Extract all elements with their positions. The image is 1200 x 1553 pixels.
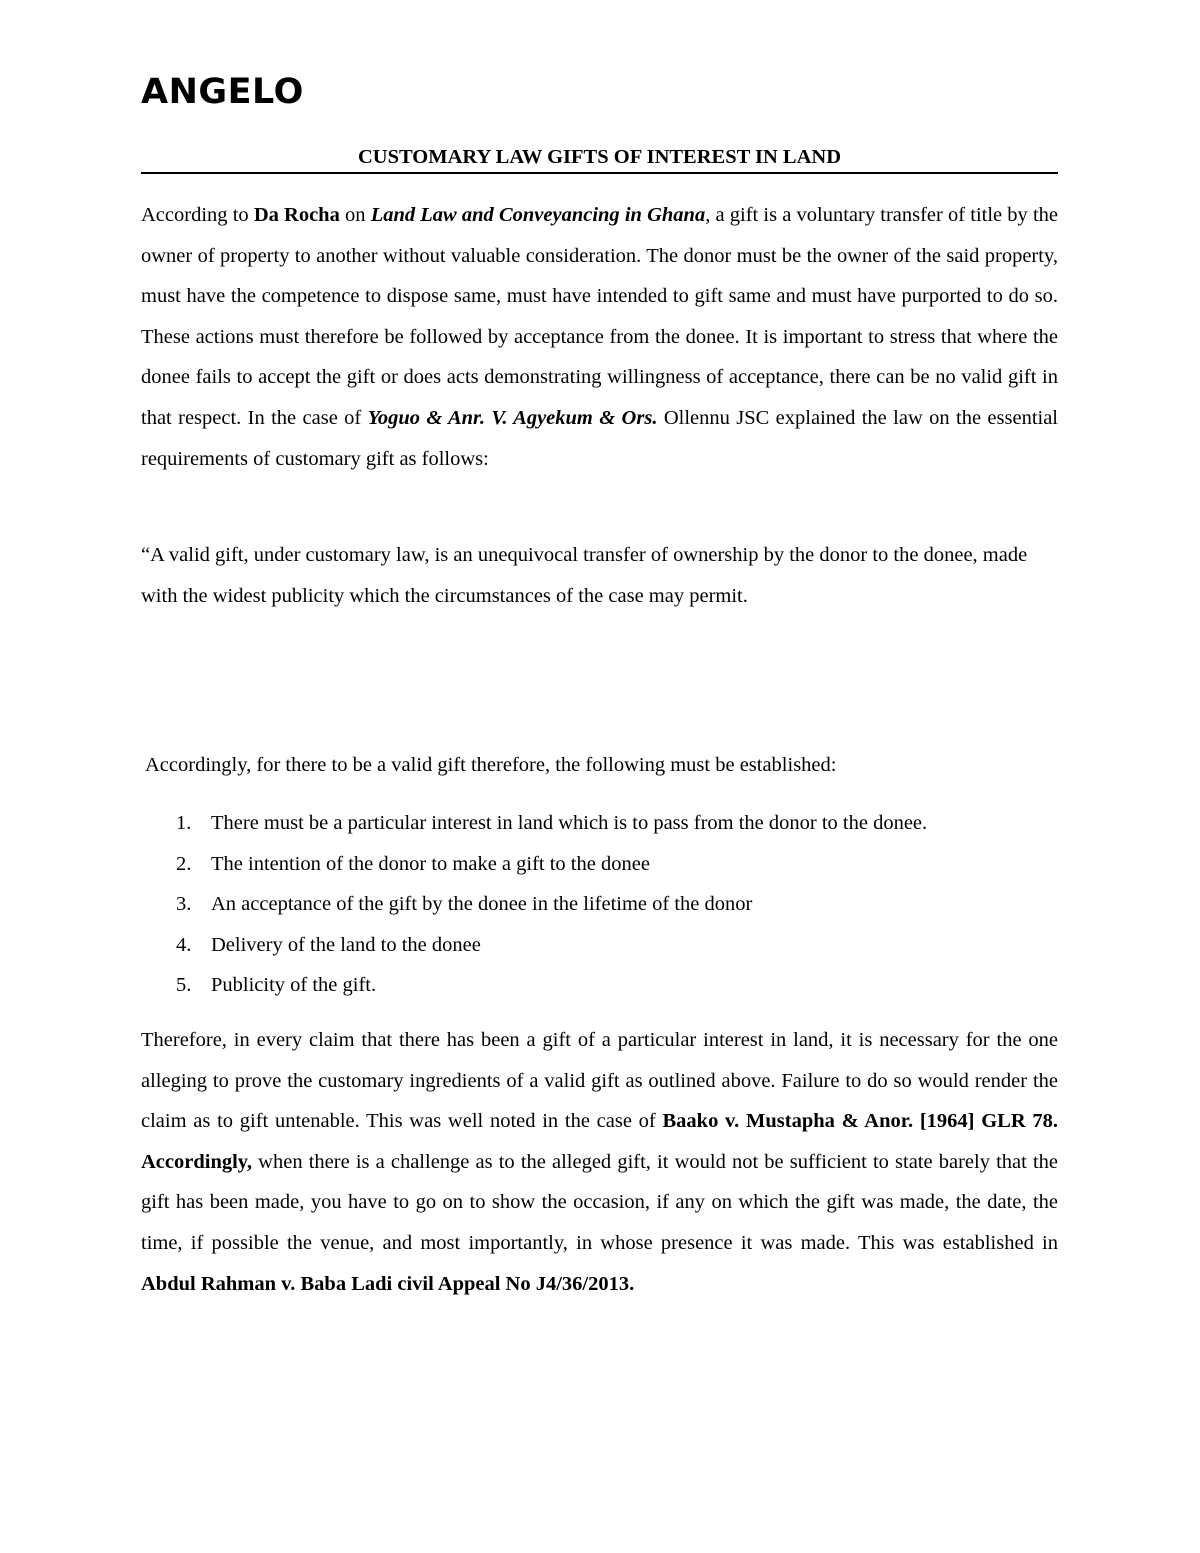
emphasis-word: Accordingly, <box>141 1150 253 1173</box>
text-span: Ollennu JSC explained the law on the essential requirements of customary gift as follows: <box>141 406 1059 470</box>
text-span: Therefore, in every claim that there has been a gift of a particular interest in land, it is necessary for the one alleging to prove the customary ingredients of a valid gift as outlined above. Failure to do so would render the claim as to gift untenable. This was well noted in the case of <box>141 1029 1058 1133</box>
paragraph-intro <box>141 195 1058 479</box>
list-number: 1. <box>176 812 192 834</box>
list-number: 5. <box>176 974 192 997</box>
list-item <box>141 965 1058 1006</box>
list-item <box>141 925 1058 966</box>
case-citation: Yoguo & Anr. V. Agyekum & Ors. <box>367 406 658 429</box>
paragraph-requirements-intro: Accordingly, for there to be a valid gift therefore, the following must be established: <box>145 754 837 776</box>
paragraph-conclusion <box>141 1020 1058 1304</box>
book-title: Land Law and Conveyancing in Ghana <box>370 204 706 226</box>
quotation: “A valid gift, under customary law, is an unequivocal transfer of ownership by the donor to the donee, made with the widest publicity which the circumstances of the case may permit. <box>141 544 1028 607</box>
list-number: 2. <box>176 852 192 875</box>
list-item-text: An acceptance of the gift by the donee in the lifetime of the donor <box>211 893 753 916</box>
author-name: ANGELO <box>141 72 304 112</box>
list-item-text: There must be a particular interest in land which is to pass from the donor to the donee. <box>211 812 928 834</box>
list-item-text: Delivery of the land to the donee <box>211 933 481 956</box>
list-item <box>141 803 1058 844</box>
requirements-list <box>141 803 1058 1006</box>
list-number: 3. <box>176 893 192 916</box>
author-reference: Da Rocha <box>253 204 340 226</box>
text-span: , a gift is a voluntary transfer of title by the owner of property to another without valuable consideration. The donor must be the owner of the said property, must have the competence to dispose same, must have intended to gift same and must have purported to do so. These actions must therefore be followed by acceptance from the donee. It is important to stress that where the donee fails to accept the gift or does acts demonstrating willingness of acceptance, there can be no valid gift in that respect. In the case of <box>141 204 1059 429</box>
list-item-text: Publicity of the gift. <box>211 974 377 997</box>
list-number: 4. <box>176 933 192 956</box>
case-citation: Abdul Rahman v. Baba Ladi civil Appeal No J4/36/2013. <box>141 1272 635 1295</box>
list-item <box>141 884 1058 925</box>
text-span: on <box>339 204 371 226</box>
text-span: when there is a challenge as to the alleged gift, it would not be sufficient to state barely that the gift has been made, you have to go on to show the occasion, if any on which the gift was made, the date, the time, if possible the venue, and most importantly, in whose presence it was made. This was established in <box>141 1150 1058 1254</box>
text-span: According to <box>141 204 254 226</box>
list-item <box>141 844 1058 885</box>
case-citation: Baako v. Mustapha & Anor. [1964] GLR 78. <box>662 1110 1058 1133</box>
document-title: CUSTOMARY LAW GIFTS OF INTEREST IN LAND <box>141 146 1058 174</box>
list-item-text: The intention of the donor to make a gift to the donee <box>211 852 650 875</box>
